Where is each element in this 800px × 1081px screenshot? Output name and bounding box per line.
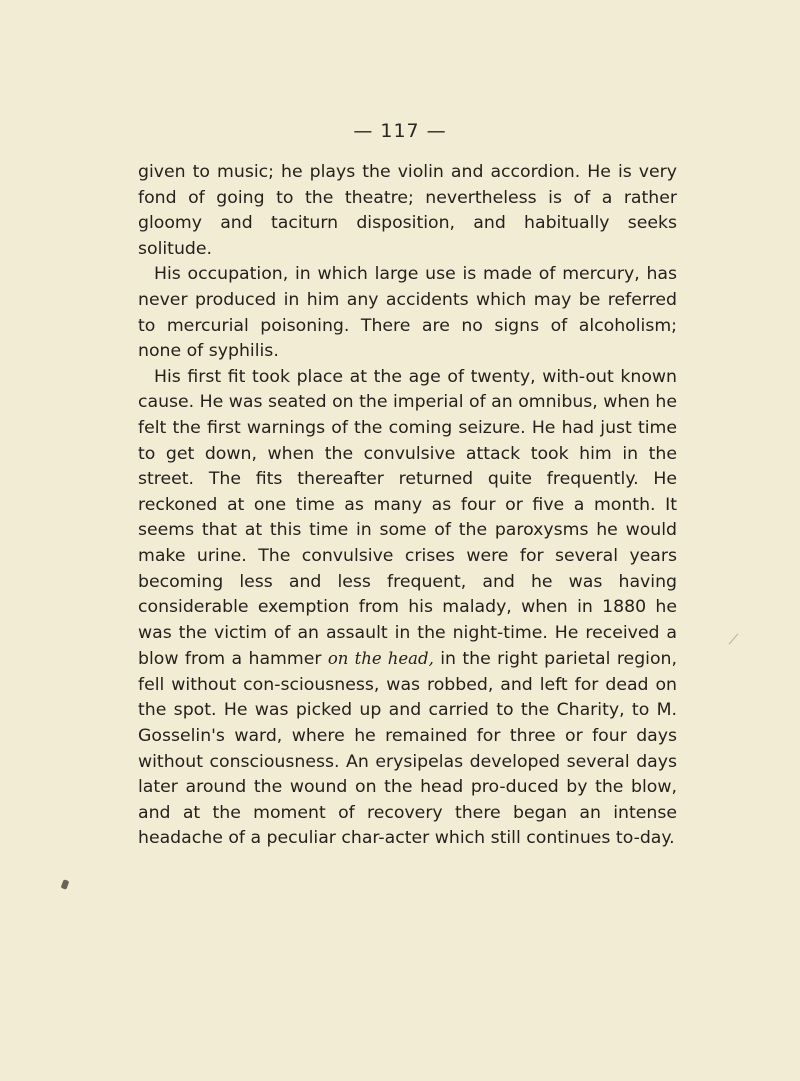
body-text [138,160,677,852]
page-number: — 117 — [353,120,447,142]
paragraph [138,365,677,852]
pencil-mark [729,633,739,644]
paragraph: given to music; he plays the violin and accordion. He is very fond of going to the theatre; nevertheless is of a rather gloomy and taciturn disposition, and habitually seeks solitude. [138,162,677,259]
paragraph: His occupation, in which large use is made of mercury, has never produced in him any accidents which may be referred to mercurial poisoning. There are no signs of alcoholism; none of syphilis. [138,264,677,362]
ink-spot [61,879,70,890]
paragraph-text: in the right parietal region, fell without con-sciousness, was robbed, and left for dead on the spot. He was picked up and carried to the Charity, to M. Gosselin's ward, where he remained for three or four days without consciousness. An erysipelas developed several days later around the wound on the head pro-duced by the blow, and at the moment of recovery there began an intense headache of a peculiar char-acter which still continues to-day. [138,649,677,849]
paragraph-text: His first fit took place at the age of twenty, with-out known cause. He was seated on the imperial of an omnibus, when he felt the first warnings of the coming seizure. He had just time to get down, when the convulsive attack took him in the street. The fits thereafter returned quite frequently. He reckoned at one time as many as four or five a month. It seems that at this time in some of the paroxysms he would make urine. The convulsive crises were for several years becoming less and less frequent, and he was having considerable exemption from his malady, when in 1880 he was the victim of an assault in the night-time. He received a blow from a hammer [138,366,678,670]
italic-phrase: on the head, [327,649,434,669]
